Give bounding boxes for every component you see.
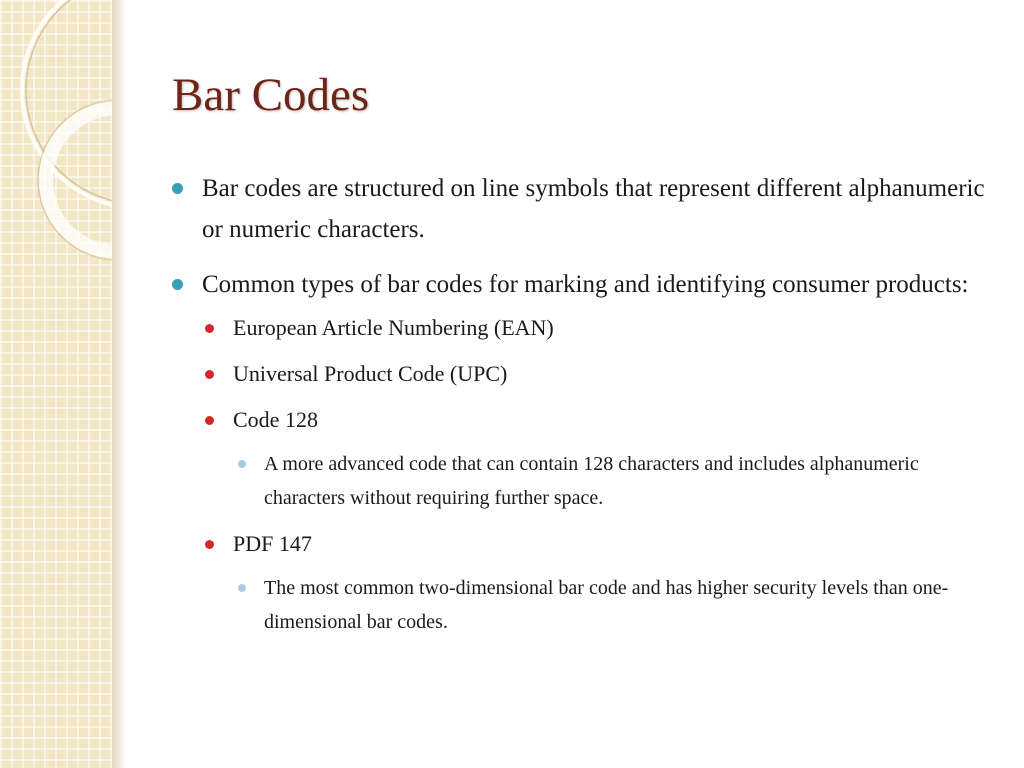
sub-bullet-item [205, 359, 992, 389]
detail-bullet-dot-icon [238, 460, 246, 468]
bullet-dot-icon [172, 183, 183, 194]
decorative-rings-graphic [0, 0, 112, 768]
sub-bullet-dot-icon [205, 416, 214, 425]
bullet-text: Common types of bar codes for marking and identifying consumer products: [202, 271, 969, 298]
sub-bullet-text: European Article Numbering (EAN) [233, 315, 554, 340]
detail-bullet-item [238, 571, 992, 639]
detail-bullet-item [238, 447, 992, 515]
bullet-dot-icon [172, 279, 183, 290]
decorative-side-panel [0, 0, 112, 768]
sub-bullet-text: Universal Product Code (UPC) [233, 361, 508, 386]
sub-bullet-dot-icon [205, 370, 214, 379]
bullet-item [172, 168, 992, 250]
sub-bullet-text: Code 128 [233, 407, 318, 432]
detail-text: A more advanced code that can contain 128 characters and includes alphanumeric characters without requiring further space. [264, 453, 919, 509]
sub-bullet-item [205, 529, 992, 559]
sub-bullet-item [205, 405, 992, 435]
side-panel-shadow [112, 0, 126, 768]
sub-bullet-item [205, 313, 992, 343]
slide-content [172, 168, 992, 653]
detail-text: The most common two-dimensional bar code and has higher security levels than one-dimensional bar codes. [264, 577, 949, 633]
sub-bullet-dot-icon [205, 324, 214, 333]
detail-bullet-dot-icon [238, 584, 246, 592]
slide-title: Bar Codes [172, 69, 370, 121]
bullet-text: Bar codes are structured on line symbols that represent different alphanumeric or numeric characters. [202, 175, 985, 243]
sub-bullet-dot-icon [205, 540, 214, 549]
sub-bullet-text: PDF 147 [233, 531, 312, 556]
bullet-item [172, 264, 992, 305]
